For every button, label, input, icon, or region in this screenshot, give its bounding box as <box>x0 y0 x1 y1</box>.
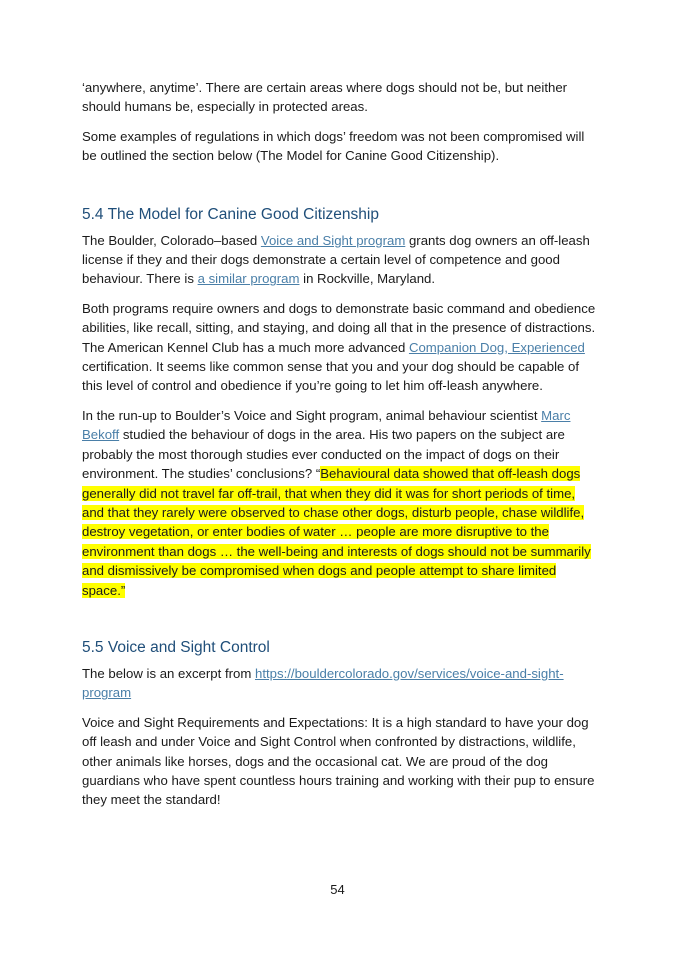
text-run: certification. It seems like common sense that you and your dog should be capable of this level of control and obedience if you’re going to let him off-leash anywhere. <box>82 359 580 394</box>
similar-program-link[interactable]: a similar program <box>197 271 300 287</box>
intro-paragraph-1: ‘anywhere, anytime’. There are certain areas where dogs should not be, but neither should humans be, especially in protected areas. <box>82 80 568 115</box>
spacer <box>82 610 598 638</box>
section-5-5-paragraph-1 <box>82 664 598 703</box>
section-heading-5-4: 5.4 The Model for Canine Good Citizenship <box>82 205 379 223</box>
text-run: In the run-up to Boulder’s Voice and Sight program, animal behaviour scientist <box>82 407 542 423</box>
text-run: in Rockville, Maryland. <box>299 271 436 287</box>
text-run: grants dog owners an off-leash license if they and their dogs demonstrate a certain level of competence and good behaviour. There is <box>82 232 590 287</box>
text-run: Both programs require owners and dogs to demonstrate basic command and obedience abilities, like recall, sitting, and staying, and doing all that in the presence of distractions. The American Kennel Club has a much more advanced <box>82 300 596 355</box>
intro-paragraph-2: Some examples of regulations in which dogs’ freedom was not been compromised will be outlined the section below (The Model for Canine Good Citizenship). <box>82 128 585 164</box>
highlighted-quote: Behavioural data showed that off-leash dogs generally did not travel far off-trail, that when they did it was for short periods of time, and that they rarely were observed to chase other dogs, disturb people, chase wildlife, destroy vegetation, or enter bodies of water … people are more disruptive to the environment than dogs … the well-being and interests of dogs should not be summarily and dismissively be compromised when dogs and people attempt to share limited space.” <box>82 466 591 598</box>
section-heading-5-5: 5.5 Voice and Sight Control <box>82 638 270 656</box>
marc-bekoff-link[interactable]: Marc Bekoff <box>82 407 571 443</box>
text-run: The below is an excerpt from <box>82 665 255 681</box>
section-5-4-paragraph-2 <box>82 299 598 396</box>
boulder-colorado-url-link[interactable]: https://bouldercolorado.gov/services/voice-and-sight-program <box>82 665 564 701</box>
text-run: The Boulder, Colorado–based <box>82 232 261 248</box>
text-run: studied the behaviour of dogs in the area. His two papers on the subject are probably the most thorough studies ever conducted on the impact of dogs on their environment. The studies’ conclusions? “ <box>82 427 565 482</box>
section-5-4-paragraph-3 <box>82 406 598 600</box>
page-number: 54 <box>330 882 345 897</box>
voice-and-sight-program-link[interactable]: Voice and Sight program <box>260 232 406 248</box>
spacer <box>82 176 598 205</box>
section-5-4-paragraph-1 <box>82 231 598 289</box>
page-content <box>82 78 598 820</box>
section-5-5-paragraph-2: Voice and Sight Requirements and Expectations: It is a high standard to have your dog off leash and under Voice and Sight Control when confronted by distractions, wildlife, other animals like horses, dogs and the occasional cat. We are proud of the dog guardians who have spent countless hours training and working with their pup to ensure they meet the standard! <box>82 714 595 808</box>
companion-dog-experienced-link[interactable]: Companion Dog, Experienced <box>408 339 585 355</box>
